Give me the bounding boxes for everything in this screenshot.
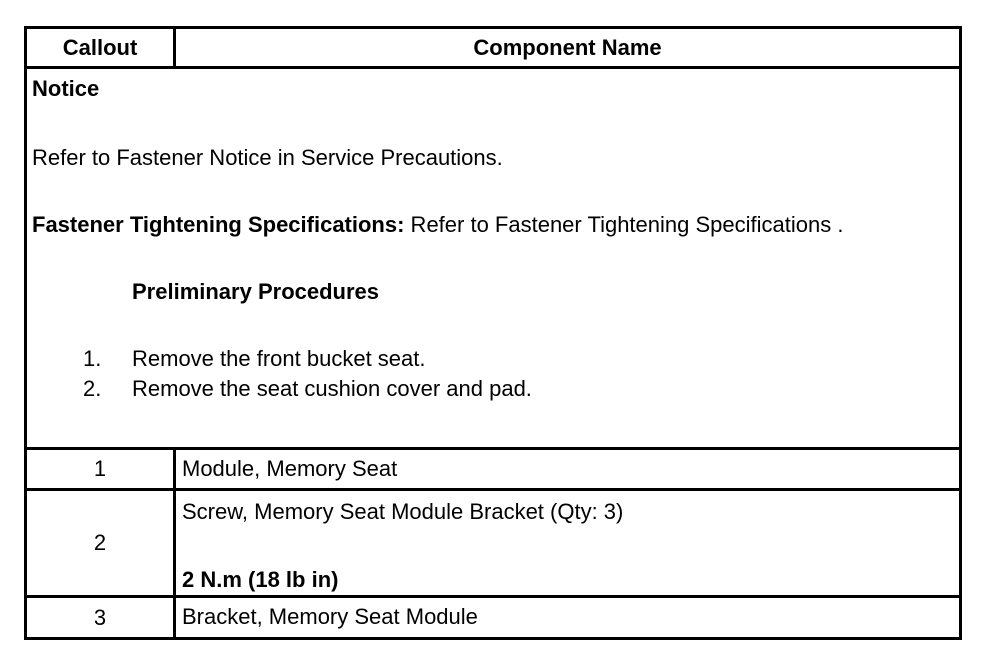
- table-row: [27, 450, 959, 488]
- divider: [173, 491, 176, 595]
- procedures-title: Preliminary Procedures: [132, 279, 380, 304]
- header-callout: Callout: [62, 34, 138, 60]
- divider: [173, 450, 176, 488]
- row-callout: 1: [93, 456, 107, 481]
- table-row: [27, 598, 959, 637]
- row-component-name: Module, Memory Seat: [182, 456, 398, 481]
- notice-line: Refer to Fastener Notice in Service Precautions.: [32, 145, 503, 170]
- spec-label: Fastener Tightening Specifications:: [32, 212, 405, 237]
- divider: [27, 66, 959, 69]
- divider: [173, 598, 176, 637]
- row-component-name: Screw, Memory Seat Module Bracket (Qty: 3): [182, 499, 624, 524]
- table-row: [27, 491, 959, 595]
- notice-title: Notice: [32, 76, 100, 101]
- step-number: 1.: [83, 346, 102, 371]
- spec-line: [32, 212, 843, 238]
- spec-text: Refer to Fastener Tightening Specifications .: [404, 212, 844, 237]
- row-callout: 2: [93, 530, 107, 555]
- step-text: Remove the front bucket seat.: [132, 346, 426, 371]
- step-number: 2.: [83, 376, 102, 401]
- row-component-name: Bracket, Memory Seat Module: [182, 604, 478, 629]
- header-component-name: Component Name: [473, 34, 662, 60]
- torque-spec: 2 N.m (18 lb in): [182, 567, 339, 592]
- step-text: Remove the seat cushion cover and pad.: [132, 376, 532, 401]
- component-table: [24, 26, 962, 640]
- row-callout: 3: [93, 604, 107, 630]
